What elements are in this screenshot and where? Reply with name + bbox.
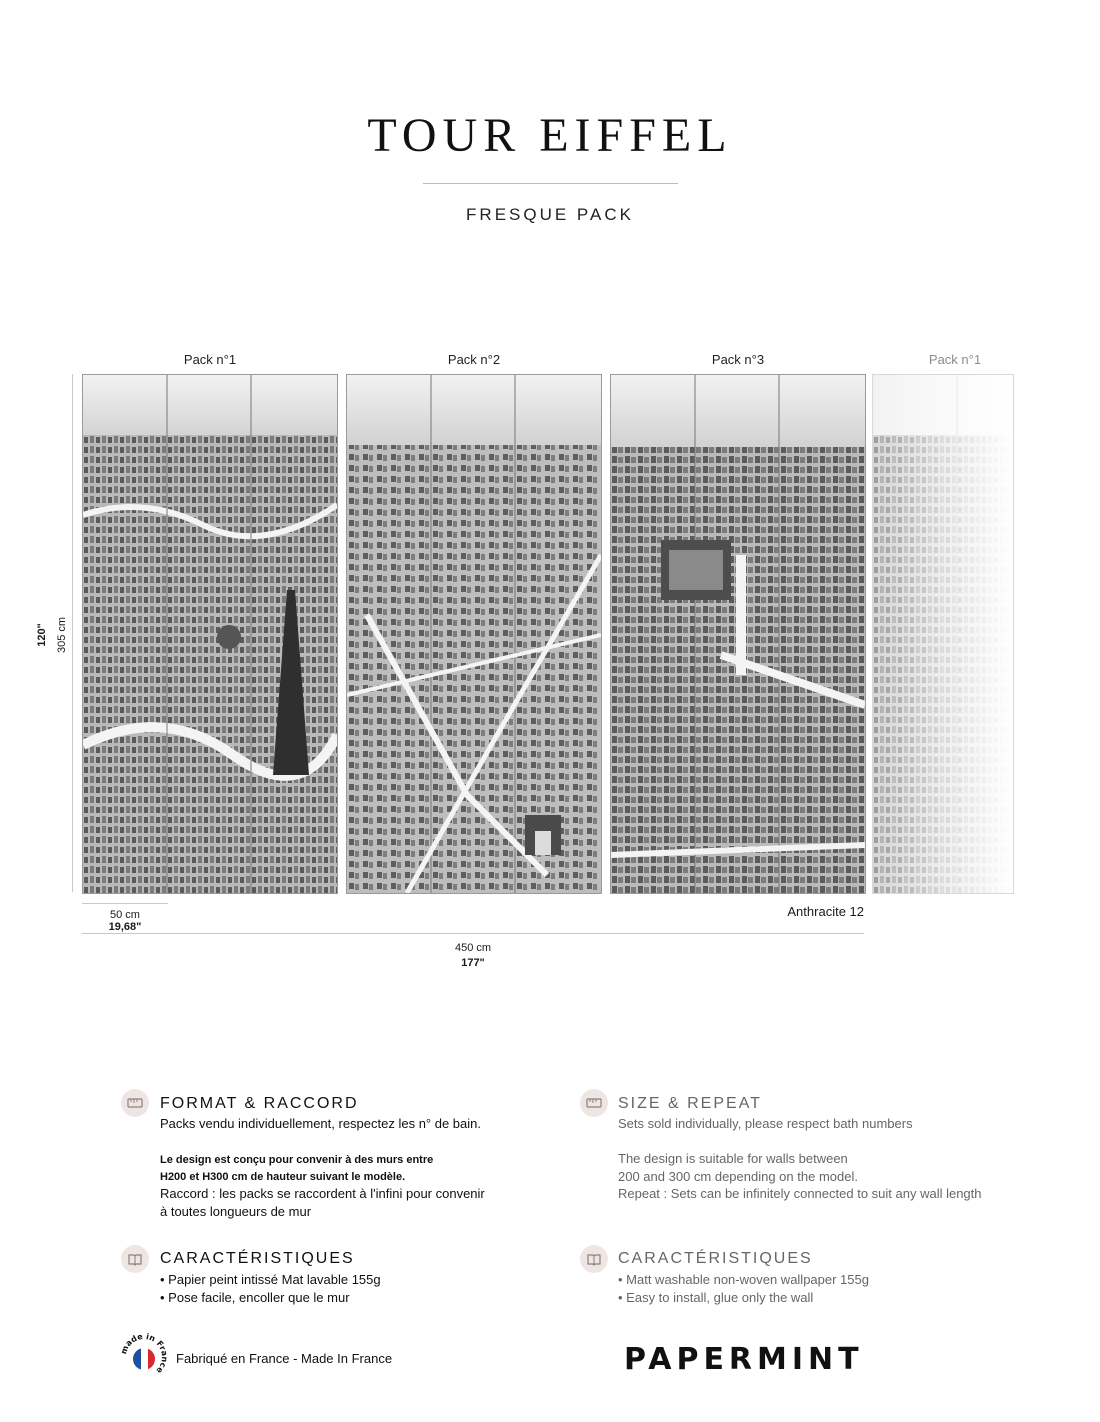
format-en-line3: 200 and 300 cm depending on the model.	[618, 1169, 858, 1184]
format-fr-line3: H200 et H300 cm de hauteur suivant le modèle.	[160, 1171, 406, 1183]
format-fr-line1: Packs vendu individuellement, respectez les n° de bain.	[160, 1116, 481, 1131]
brand-logo: PAPERMINT	[624, 1342, 864, 1377]
format-heading-fr: FORMAT & RACCORD	[160, 1095, 359, 1112]
badge-text: made in Fr ce	[120, 1333, 168, 1376]
page-subtitle: FRESQUE PACK	[466, 205, 634, 224]
page-title: TOUR EIFFEL	[367, 109, 733, 162]
height-inch: 120"	[36, 623, 48, 647]
pack-width-cm: 50 cm	[110, 909, 140, 921]
total-width-inch: 177"	[461, 957, 485, 969]
specs-heading-en: CARACTÉRISTIQUES	[618, 1250, 813, 1267]
total-width-cm: 450 cm	[454, 942, 492, 954]
format-fr-line2: Le design est conçu pour convenir à des murs entre	[160, 1154, 434, 1166]
height-guide	[72, 374, 73, 892]
pack-label-2: Pack n°2	[447, 352, 501, 367]
pack-panel-2	[346, 374, 602, 894]
made-in-text: Fabriqué en France - Made In France	[176, 1351, 393, 1366]
pack-label-1: Pack n°1	[183, 352, 237, 367]
height-cm: 305 cm	[56, 616, 68, 654]
pack-label-3: Pack n°3	[711, 352, 765, 367]
pack-width-inch: 19,68"	[108, 921, 142, 933]
pack-panel-repeat	[872, 374, 1014, 894]
paris-engraving-right	[611, 375, 865, 893]
measure-icon-en	[580, 1089, 608, 1117]
book-icon	[121, 1245, 149, 1273]
fade-overlay	[873, 375, 1013, 893]
specs-fr-line1: • Papier peint intissé Mat lavable 155g	[160, 1272, 381, 1287]
pack-label-repeat: Pack n°1	[928, 352, 982, 367]
title-divider	[423, 183, 678, 184]
pack-width-guide	[82, 903, 168, 904]
made-in-france-badge	[120, 1333, 168, 1381]
paris-engraving-center	[347, 375, 601, 893]
measure-icon	[121, 1089, 149, 1117]
specs-heading-fr: CARACTÉRISTIQUES	[160, 1250, 355, 1267]
color-name: Anthracite 12	[787, 904, 864, 919]
pack-panel-3	[610, 374, 866, 894]
specs-en-line2: • Easy to install, glue only the wall	[618, 1290, 814, 1305]
pack-panel-1	[82, 374, 338, 894]
format-fr-line4: Raccord : les packs se raccordent à l'infini pour convenir	[160, 1186, 485, 1201]
format-fr-line5: à toutes longueurs de mur	[160, 1204, 312, 1219]
format-en-line1: Sets sold individually, please respect bath numbers	[618, 1116, 913, 1131]
format-heading-en: SIZE & REPEAT	[618, 1095, 762, 1112]
paris-engraving-left	[83, 375, 337, 893]
format-en-line4: Repeat : Sets can be infinitely connected to suit any wall length	[618, 1186, 982, 1201]
total-width-guide	[82, 933, 864, 934]
specs-en-line1: • Matt washable non-woven wallpaper 155g	[618, 1272, 869, 1287]
format-en-line2: The design is suitable for walls between	[618, 1151, 848, 1166]
specs-fr-line2: • Pose facile, encoller que le mur	[160, 1290, 350, 1305]
book-icon-en	[580, 1245, 608, 1273]
